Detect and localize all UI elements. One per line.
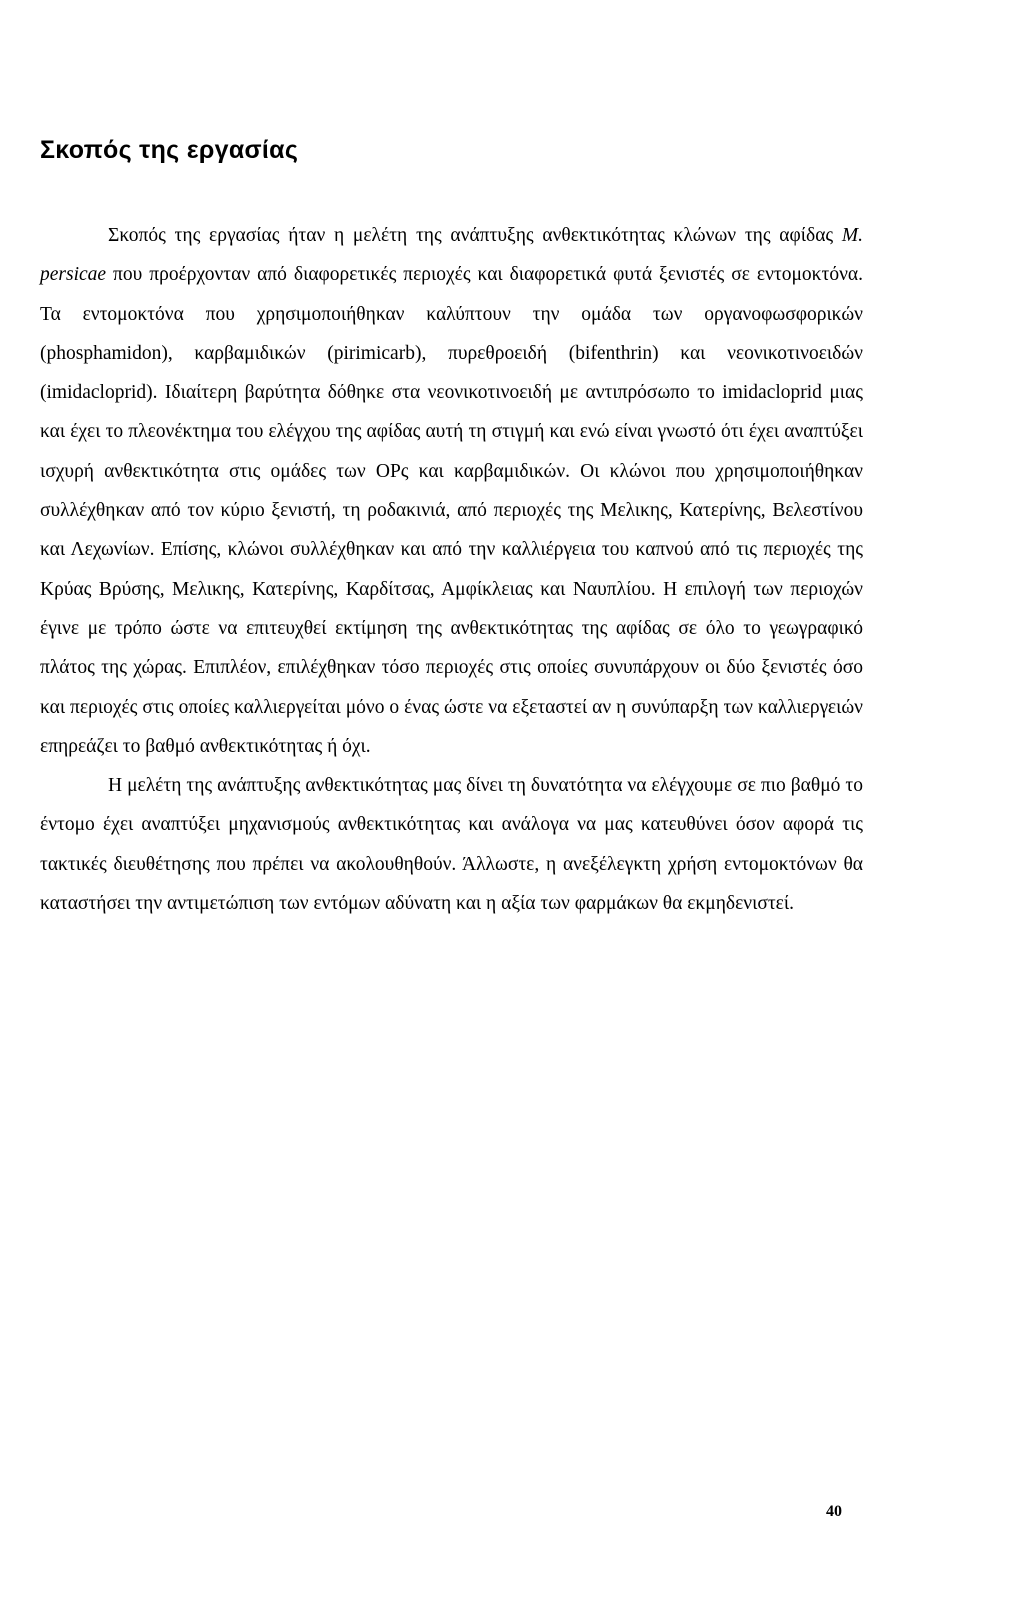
species-name-italic: M. persicae xyxy=(40,225,863,286)
paragraph-1-text-start: Σκοπός της εργασίας ήταν η μελέτη της ανάπτυξης ανθεκτικότητας κλώνων της αφίδας xyxy=(108,225,842,246)
page-number: 40 xyxy=(826,1503,842,1520)
paragraph-1 xyxy=(40,216,863,766)
body-text xyxy=(40,216,863,923)
section-title: Σκοπός της εργασίας xyxy=(40,136,299,164)
paragraph-2: Η μελέτη της ανάπτυξης ανθεκτικότητας μας δίνει τη δυνατότητα να ελέγχουμε σε πιο βαθμό το έντομο έχει αναπτύξει μηχανισμούς ανθεκτικότητας και ανάλογα να μας κατευθύνει όσον αφορά τις τακτικές διευθέτησης που πρέπει να ακολουθηθούν. Άλλωστε, η ανεξέλεγκτη χρήση εντομοκτόνων θα καταστήσει την αντιμετώπιση των εντόμων αδύνατη και η αξία των φαρμάκων θα εκμηδενιστεί. xyxy=(40,775,863,915)
paragraph-1-text-end: που προέρχονταν από διαφορετικές περιοχές και διαφορετικά φυτά ξενιστές σε εντομοκτόνα. Τα εντομοκτόνα που χρησιμοποιήθηκαν καλύπτουν την ομάδα των οργανοφωσφορικών (phosphamidon), καρβαμιδικών (pirimicarb), πυρεθροειδή (bifenthrin) και νεονικοτινοειδών (imidacloprid). Ιδιαίτερη βαρύτητα δόθηκε στα νεονικοτινοειδή με αντιπρόσωπο το imidacloprid μιας και έχει το πλεονέκτημα του ελέγχου της αφίδας αυτή τη στιγμή και ενώ είναι γνωστό ότι έχει αναπτύξει ισχυρή ανθεκτικότητα στις ομάδες των OPς και καρβαμιδικών. Οι κλώνοι που χρησιμοποιήθηκαν συλλέχθηκαν από τον κύριο ξενιστή, τη ροδακινιά, από περιοχές της Μελικης, Κατερίνης, Βελεστίνου και Λεχωνίων. Επίσης, κλώνοι συλλέχθηκαν και από την καλλιέργεια του καπνού από τις περιοχές της Κρύας Βρύσης, Μελικης, Κατερίνης, Καρδίτσας, Αμφίκλειας και Ναυπλίου. Η επιλογή των περιοχών έγινε με τρόπο ώστε να επιτευχθεί εκτίμηση της ανθεκτικότητας της αφίδας σε όλο το γεωγραφικό πλάτος της χώρας. Επιπλέον, επιλέχθηκαν τόσο περιοχές στις οποίες συνυπάρχουν οι δύο ξενιστές όσο και περιοχές στις οποίες καλλιεργείται μόνο ο ένας ώστε να εξεταστεί αν η συνύπαρξη των καλλιεργειών επηρεάζει το βαθμό ανθεκτικότητας ή όχι. xyxy=(40,264,863,757)
